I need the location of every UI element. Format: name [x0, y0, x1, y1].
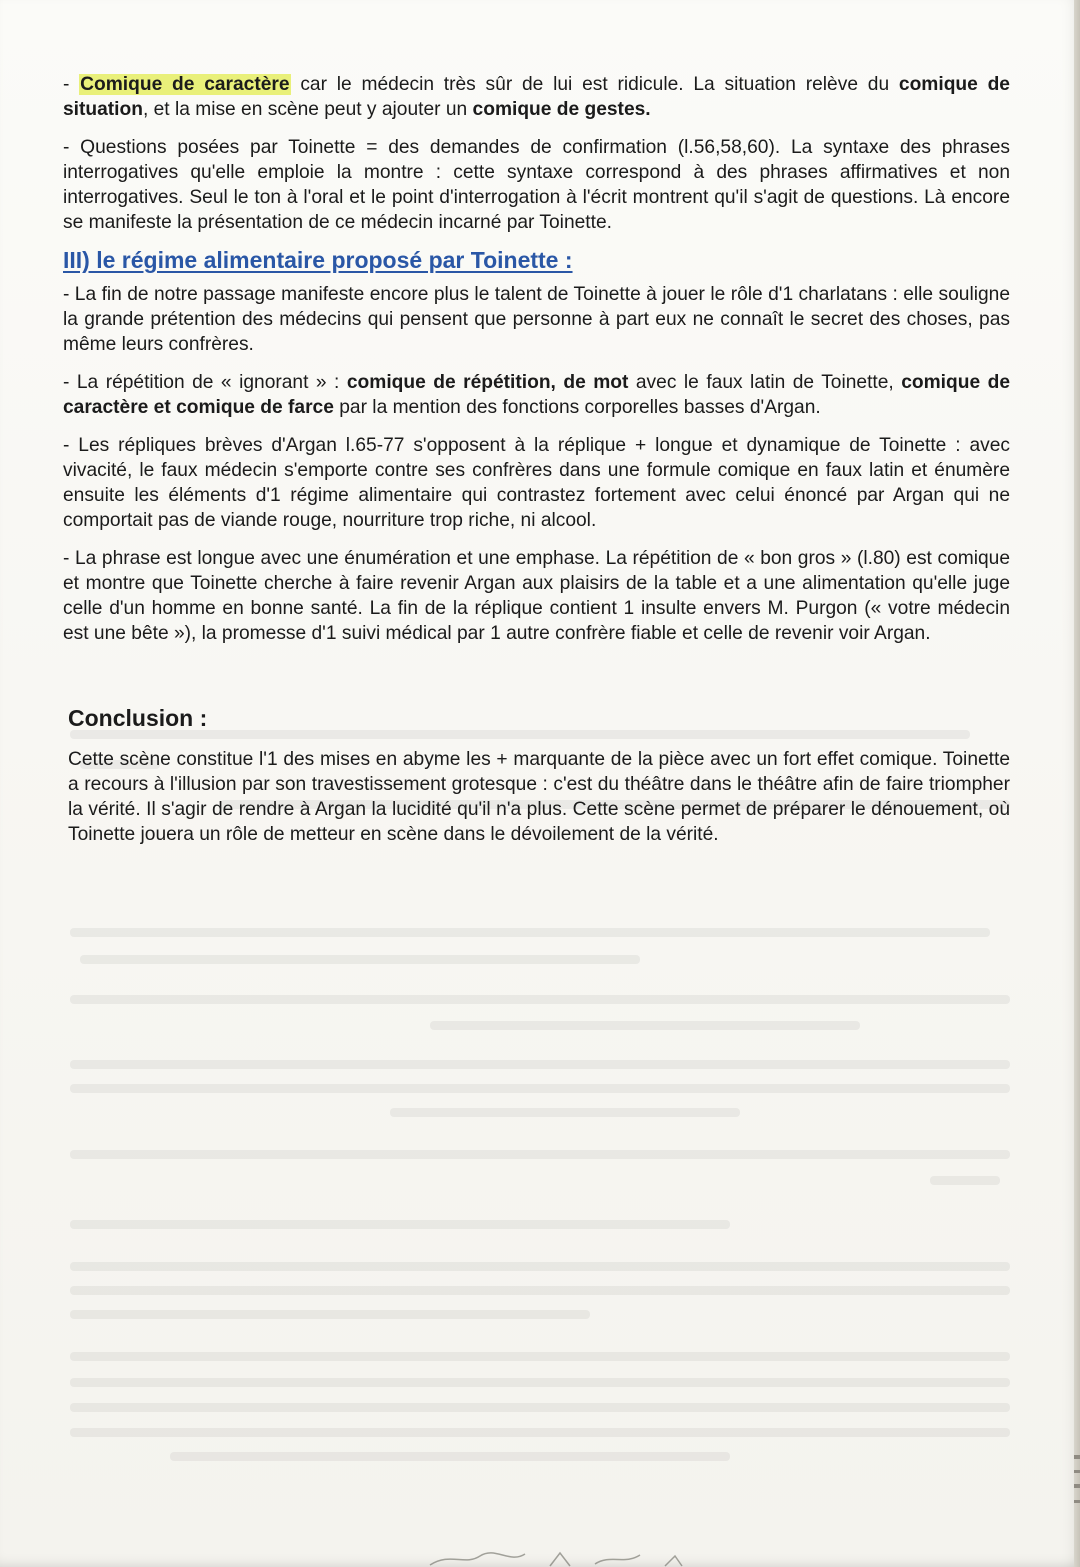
- highlighted-term: Comique de caractère: [80, 74, 290, 95]
- document-body: [63, 72, 1010, 860]
- paragraph-comique-caractere: - Comique de caractère car le médecin très sûr de lui est ridicule. La situation relève du comique de situation, et la mise en scène peut y ajouter un comique de gestes.: [63, 74, 1010, 120]
- conclusion-title: Conclusion :: [68, 705, 208, 731]
- paragraph-fin-passage: - La fin de notre passage manifeste encore plus le talent de Toinette à jouer le rôle d'1 charlatans : elle souligne la grande prétention des médecins qui pensent que personne à part eux ne connaît le secret des choses, pas même leurs confrères.: [63, 284, 1010, 355]
- paragraph-phrase-longue: - La phrase est longue avec une énumération et une emphase. La répétition de « bon gros » (l.80) est comique et montre que Toinette cherche à faire revenir Argan aux plaisirs de la table et a une alimentation qu'elle juge celle d'un homme en bonne santé. La fin de la réplique contient 1 insulte envers M. Purgon (« votre médecin est une bête »), la promesse d'1 suivi médical par 1 autre confrère fiable et celle de revenir voir Argan.: [63, 548, 1010, 644]
- ink-scribble: [420, 1548, 720, 1567]
- paragraph-questions-toinette: - Questions posées par Toinette = des demandes de confirmation (l.56,58,60). La syntaxe des phrases interrogatives qu'elle emploie la montre : cette syntaxe correspond à des phrases affirmatives et non interrogatives. Seul le ton à l'oral et le point d'interrogation à l'écrit montrent qu'il s'agit de questions. Là encore se manifeste la présentation de ce médecin incarné par Toinette.: [63, 137, 1010, 233]
- paragraph-repetition-ignorant: - La répétition de « ignorant » : comique de répétition, de mot avec le faux latin de Toinette, comique de caractère et comique de farce par la mention des fonctions corporelles basses d'Argan.: [63, 372, 1011, 418]
- binding-edge: [1074, 0, 1080, 1567]
- conclusion-paragraph: Cette scène constitue l'1 des mises en abyme les + marquante de la pièce avec un fort effet comique. Toinette a recours à l'illusion par son travestissement grotesque : c'est du théâtre dans le théâtre afin de faire triompher la vérité. Il s'agir de rendre à Argan la lucidité qu'il n'a plus. Cette scène permet de préparer le dénouement, où Toinette jouera un rôle de metteur en scène dans le dévoilement de la vérité.: [68, 749, 1010, 845]
- paragraph-repliques-argan: - Les répliques brèves d'Argan l.65-77 s'opposent à la réplique + longue et dynamique de Toinette : avec vivacité, le faux médecin s'emporte contre ses confrères dans une formule comique en faux latin et énumère ensuite les éléments d'1 régime alimentaire qui contrastez fortement avec celui énoncé par Argan qui ne comportait pas de viande rouge, nourriture trop riche, ni alcool.: [63, 435, 1010, 531]
- section-heading-regime: III) le régime alimentaire proposé par Toinette :: [63, 247, 573, 273]
